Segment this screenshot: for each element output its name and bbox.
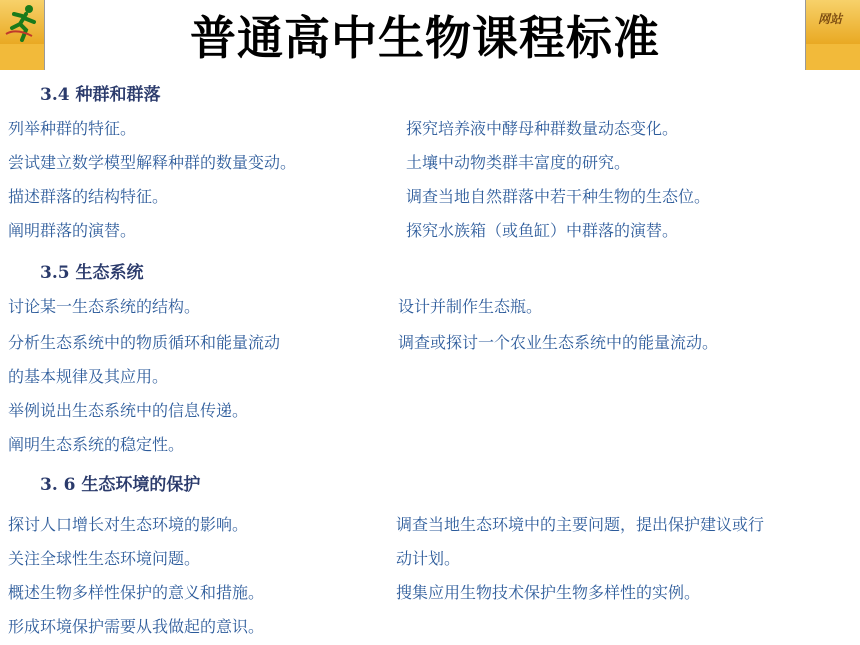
list-item: 分析生态系统中的物质循环和能量流动 [8, 333, 281, 352]
list-item: 搜集应用生物技术保护生物多样性的实例。 [396, 583, 701, 602]
runner-logo-icon [2, 2, 46, 42]
section-heading-3-4: 3.4 种群和群落 [40, 85, 161, 105]
list-item: 概述生物多样性保护的意义和措施。 [8, 583, 265, 602]
list-item: 讨论某一生态系统的结构。 [8, 297, 201, 316]
list-item: 形成环境保护需要从我做起的意识。 [8, 617, 265, 636]
list-item: 尝试建立数学模型解释种群的数量变动。 [8, 153, 297, 172]
list-item: 举例说出生态系统中的信息传递。 [8, 401, 249, 420]
top-banner [0, 0, 860, 70]
list-item: 调查或探讨一个农业生态系统中的能量流动。 [398, 333, 719, 352]
list-item: 探究水族箱（或鱼缸）中群落的演替。 [406, 221, 679, 240]
site-tag: 网站 [817, 12, 842, 26]
list-item: 列举种群的特征。 [8, 119, 137, 138]
list-item: 设计并制作生态瓶。 [398, 297, 543, 316]
section-heading-3-5: 3.5 生态系统 [40, 263, 144, 283]
section-heading-3-6: 3. 6 生态环境的保护 [40, 475, 201, 495]
list-item: 的基本规律及其应用。 [8, 367, 169, 386]
list-item: 阐明群落的演替。 [8, 221, 137, 240]
list-item: 调查当地自然群落中若干种生物的生态位。 [406, 187, 711, 206]
list-item: 土壤中动物类群丰富度的研究。 [406, 153, 631, 172]
page-title: 普通高中生物课程标准 [190, 11, 660, 65]
title-box [44, 0, 806, 70]
list-item: 阐明生态系统的稳定性。 [8, 435, 185, 454]
list-item: 关注全球性生态环境问题。 [8, 549, 201, 568]
list-item: 探究培养液中酵母种群数量动态变化。 [406, 119, 679, 138]
list-item: 动计划。 [396, 549, 461, 568]
list-item: 探讨人口增长对生态环境的影响。 [8, 515, 249, 534]
list-item: 调查当地生态环境中的主要问题，提出保护建议或行 [396, 515, 765, 534]
list-item: 描述群落的结构特征。 [8, 187, 169, 206]
